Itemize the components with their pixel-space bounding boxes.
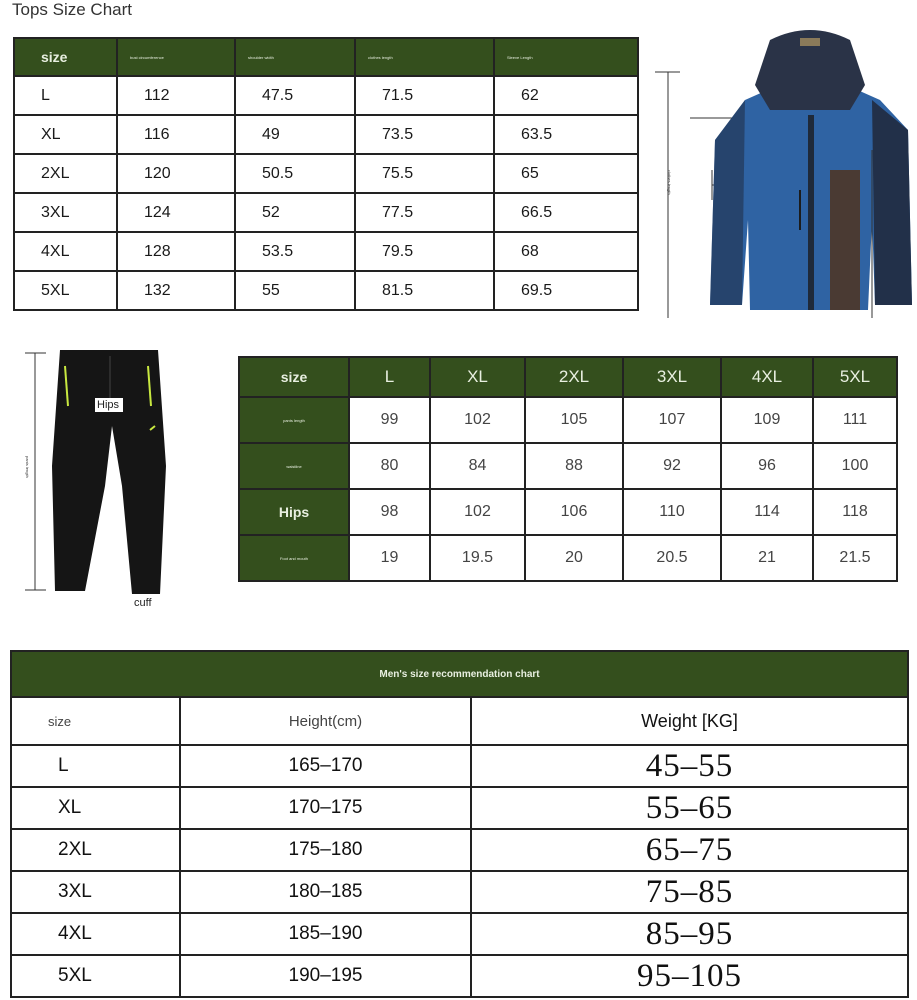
table-row	[14, 193, 638, 232]
rec-cell-height: 175–180	[180, 829, 471, 871]
table-row	[11, 829, 908, 871]
tops-header-length: clothes length	[355, 38, 494, 76]
tops-cell-sleeve: 66.5	[494, 193, 638, 232]
pants-cell: 19.5	[430, 535, 525, 581]
pants-row-label: waistline	[239, 443, 349, 489]
rec-cell-size: 5XL	[11, 955, 180, 997]
cuff-label: cuff	[134, 597, 152, 609]
rec-cell-size: 2XL	[11, 829, 180, 871]
tops-cell-length: 79.5	[355, 232, 494, 271]
pants-row-label: pants length	[239, 397, 349, 443]
pants-cell: 84	[430, 443, 525, 489]
table-row	[239, 535, 897, 581]
tops-cell-size: 3XL	[14, 193, 117, 232]
tops-cell-bust: 120	[117, 154, 235, 193]
rec-cell-weight: 75–85	[471, 871, 908, 913]
rec-cell-weight: 65–75	[471, 829, 908, 871]
table-row	[14, 232, 638, 271]
rec-caption: Men's size recommendation chart	[11, 651, 908, 697]
pants-cell: 111	[813, 397, 897, 443]
rec-cell-weight: 95–105	[471, 955, 908, 997]
pants-row-label: Hips	[239, 489, 349, 535]
pants-cell: 100	[813, 443, 897, 489]
pants-header-xl: XL	[430, 357, 525, 397]
pants-cell: 88	[525, 443, 623, 489]
pants-cell: 109	[721, 397, 813, 443]
rec-cell-size: 4XL	[11, 913, 180, 955]
tops-cell-length: 81.5	[355, 271, 494, 310]
rec-caption-row	[11, 651, 908, 697]
pants-cell: 80	[349, 443, 430, 489]
rec-cell-height: 190–195	[180, 955, 471, 997]
rec-cell-size: 3XL	[11, 871, 180, 913]
pants-cell: 102	[430, 489, 525, 535]
tops-header-shoulder: shoulder width	[235, 38, 355, 76]
pants-cell: 20	[525, 535, 623, 581]
jacket-image	[650, 20, 917, 320]
pants-size-table	[238, 356, 898, 582]
pants-row-label: Foot and mouth	[239, 535, 349, 581]
tops-cell-shoulder: 53.5	[235, 232, 355, 271]
pants-header-row	[239, 357, 897, 397]
tops-cell-size: 5XL	[14, 271, 117, 310]
hips-label: Hips	[97, 399, 120, 411]
tops-header-sleeve: Sleeve Length	[494, 38, 638, 76]
tops-cell-length: 77.5	[355, 193, 494, 232]
pants-header-size: size	[239, 357, 349, 397]
pants-cell: 21	[721, 535, 813, 581]
pants-cell: 105	[525, 397, 623, 443]
tops-header-row	[14, 38, 638, 76]
table-row	[14, 154, 638, 193]
tops-cell-length: 73.5	[355, 115, 494, 154]
tops-size-table	[13, 37, 639, 311]
rec-cell-height: 180–185	[180, 871, 471, 913]
rec-header-size: size	[11, 697, 180, 745]
table-row	[11, 871, 908, 913]
rec-cell-weight: 85–95	[471, 913, 908, 955]
tops-cell-size: XL	[14, 115, 117, 154]
pants-cell: 106	[525, 489, 623, 535]
pants-cell: 98	[349, 489, 430, 535]
pants-cell: 102	[430, 397, 525, 443]
tops-header-size: size	[14, 38, 117, 76]
table-row	[14, 115, 638, 154]
pants-cell: 99	[349, 397, 430, 443]
rec-header-height: Height(cm)	[180, 697, 471, 745]
tops-cell-bust: 124	[117, 193, 235, 232]
pants-header-2xl: 2XL	[525, 357, 623, 397]
tops-cell-sleeve: 69.5	[494, 271, 638, 310]
pants-illustration	[10, 346, 170, 616]
rec-cell-size: L	[11, 745, 180, 787]
rec-cell-height: 165–170	[180, 745, 471, 787]
pants-header-5xl: 5XL	[813, 357, 897, 397]
rec-cell-weight: 55–65	[471, 787, 908, 829]
tops-cell-bust: 128	[117, 232, 235, 271]
pants-image	[10, 346, 170, 616]
table-row	[11, 745, 908, 787]
table-row	[11, 913, 908, 955]
pants-cell: 110	[623, 489, 721, 535]
table-row	[11, 955, 908, 997]
rec-header-weight: Weight [KG]	[471, 697, 908, 745]
rec-header-row	[11, 697, 908, 745]
rec-cell-size: XL	[11, 787, 180, 829]
tops-cell-sleeve: 62	[494, 76, 638, 115]
table-row	[14, 76, 638, 115]
tops-cell-shoulder: 49	[235, 115, 355, 154]
pants-cell: 96	[721, 443, 813, 489]
pants-header-4xl: 4XL	[721, 357, 813, 397]
tops-cell-sleeve: 63.5	[494, 115, 638, 154]
jacket-length-label: clothes length	[667, 170, 672, 195]
pants-length-vertical-label: pants length	[25, 456, 30, 478]
pants-cell: 114	[721, 489, 813, 535]
page-title: Tops Size Chart	[12, 0, 132, 19]
rec-cell-weight: 45–55	[471, 745, 908, 787]
rec-cell-height: 185–190	[180, 913, 471, 955]
pants-cell: 118	[813, 489, 897, 535]
tops-cell-bust: 116	[117, 115, 235, 154]
table-row	[239, 489, 897, 535]
tops-cell-size: L	[14, 76, 117, 115]
tops-cell-bust: 112	[117, 76, 235, 115]
pants-header-3xl: 3XL	[623, 357, 721, 397]
pants-cell: 92	[623, 443, 721, 489]
tops-cell-length: 75.5	[355, 154, 494, 193]
tops-header-bust: bust circumference	[117, 38, 235, 76]
jacket-illustration	[650, 20, 917, 320]
tops-cell-bust: 132	[117, 271, 235, 310]
tops-cell-shoulder: 50.5	[235, 154, 355, 193]
rec-cell-height: 170–175	[180, 787, 471, 829]
tops-cell-sleeve: 68	[494, 232, 638, 271]
pants-header-l: L	[349, 357, 430, 397]
pants-cell: 21.5	[813, 535, 897, 581]
tops-cell-size: 4XL	[14, 232, 117, 271]
tops-cell-sleeve: 65	[494, 154, 638, 193]
pants-cell: 107	[623, 397, 721, 443]
size-recommendation-table	[10, 650, 909, 998]
table-row	[239, 397, 897, 443]
tops-cell-shoulder: 55	[235, 271, 355, 310]
table-row	[14, 271, 638, 310]
tops-cell-shoulder: 47.5	[235, 76, 355, 115]
table-row	[239, 443, 897, 489]
tops-cell-shoulder: 52	[235, 193, 355, 232]
tops-cell-length: 71.5	[355, 76, 494, 115]
table-row	[11, 787, 908, 829]
tops-cell-size: 2XL	[14, 154, 117, 193]
pants-cell: 19	[349, 535, 430, 581]
pants-cell: 20.5	[623, 535, 721, 581]
